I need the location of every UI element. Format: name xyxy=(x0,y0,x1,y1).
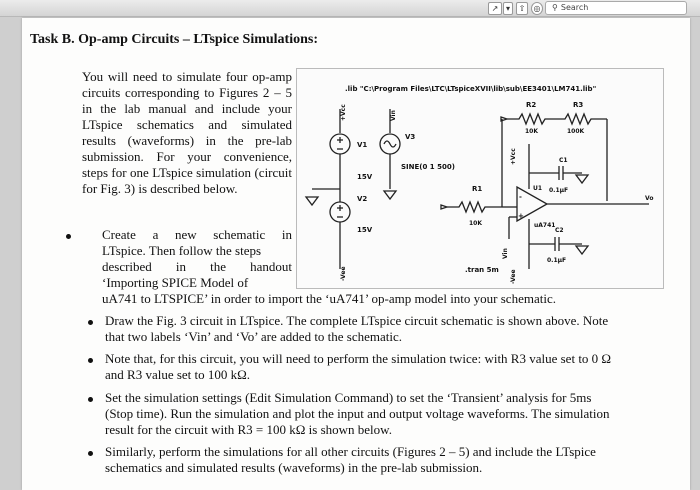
svg-text:U1: U1 xyxy=(533,185,543,192)
tran-directive: .tran 5m xyxy=(465,266,499,274)
bullet-1-line4: ‘Importing SPICE Model of xyxy=(102,275,249,290)
svg-text:10K: 10K xyxy=(469,220,482,227)
bullet-1-line5: uA741 to LTSPICE’ in order to import the ‘uA741’ op-amp model into your schematic. xyxy=(102,291,556,306)
r2-resistor xyxy=(507,114,555,124)
toolbar-button[interactable]: ↗ xyxy=(488,2,502,15)
svg-text:100K: 100K xyxy=(567,128,585,135)
svg-text:Vin: Vin xyxy=(390,110,397,121)
r3-resistor xyxy=(555,114,607,124)
search-icon: ⚲ xyxy=(552,3,558,12)
share-button[interactable]: ⇧ xyxy=(516,2,528,15)
bullet-1-line3: described in the handout xyxy=(102,259,292,274)
dropdown-button[interactable]: ▾ xyxy=(503,2,513,15)
bullet-4-line3: result for the circuit with R3 = 100 kΩ is shown below. xyxy=(105,422,392,437)
svg-text:V2: V2 xyxy=(357,195,368,203)
svg-text:0.1µF: 0.1µF xyxy=(547,257,567,264)
svg-text:15V: 15V xyxy=(357,173,373,181)
svg-text:C1: C1 xyxy=(559,157,568,164)
bullet-5-line1: Similarly, perform the simulations for all other circuits (Figures 2 – 5) and include the LTspice xyxy=(105,444,596,459)
bullet-dot xyxy=(88,451,93,456)
search-label: Search xyxy=(560,3,589,12)
svg-text:-Vee: -Vee xyxy=(510,269,517,284)
browser-toolbar xyxy=(0,0,700,17)
svg-text:R3: R3 xyxy=(573,101,584,109)
bullet-1-line2: LTspice. Then follow the steps xyxy=(102,243,262,258)
svg-text:V3: V3 xyxy=(405,133,416,141)
svg-text:-Vee: -Vee xyxy=(340,266,347,281)
svg-text:V1: V1 xyxy=(357,141,368,149)
bullet-dot xyxy=(88,397,93,402)
svg-text:Vin: Vin xyxy=(502,248,509,259)
svg-text:+Vcc: +Vcc xyxy=(340,104,347,121)
svg-text:SINE(0 1 500): SINE(0 1 500) xyxy=(401,163,455,171)
bullet-5-line2: schematics and simulated results (waveforms) in the pre-lab submission. xyxy=(105,460,483,475)
svg-text:0.1µF: 0.1µF xyxy=(549,187,569,194)
search-input[interactable] xyxy=(545,1,687,15)
svg-text:R2: R2 xyxy=(526,101,537,109)
bullet-1-line1: Create a new schematic in xyxy=(102,227,292,242)
bullet-2-line2: that two labels ‘Vin’ and ‘Vo’ are added to the schematic. xyxy=(105,329,403,344)
svg-text:uA741: uA741 xyxy=(534,222,556,229)
svg-text:10K: 10K xyxy=(525,128,538,135)
svg-text:C2: C2 xyxy=(555,227,564,234)
bullet-3-line1: Note that, for this circuit, you will need to perform the simulation twice: with R3 value set to 0 Ω xyxy=(105,351,612,366)
svg-text:15V: 15V xyxy=(357,226,373,234)
ltspice-schematic xyxy=(296,68,664,289)
bullet-4-line1: Set the simulation settings (Edit Simulation Command) to set the ‘Transient’ analysis for 5ms xyxy=(105,390,592,405)
bullet-2-line1: Draw the Fig. 3 circuit in LTspice. The complete LTspice circuit schematic is shown above. Note xyxy=(105,313,609,328)
intro-paragraph: You will need to simulate four op-amp circuits corresponding to Figures 2 – 5 in the lab manual and include your LTspice schematics and simulated results (waveforms) in the pre-lab submission. For your convenience, steps for one LTspice simulation (circuit for Fig. 3) is described below. xyxy=(82,69,292,196)
bullet-dot xyxy=(88,320,93,325)
svg-text:Vo: Vo xyxy=(645,195,654,202)
svg-text:-: - xyxy=(519,193,522,201)
svg-text:+Vcc: +Vcc xyxy=(510,148,517,165)
lib-directive: .lib "C:\Program Files\LTC\LTspiceXVII\lib\sub\EE3401\LM741.lib" xyxy=(345,85,597,93)
svg-text:R1: R1 xyxy=(472,185,483,193)
bullet-4-line2: (Stop time). Run the simulation and plot the input and output voltage waveforms. The simulation xyxy=(105,406,610,421)
page-title: Task B. Op-amp Circuits – LTspice Simulations: xyxy=(30,32,318,47)
bullet-dot xyxy=(66,234,71,239)
annotate-button[interactable]: ◎ xyxy=(531,2,543,15)
bullet-3-line2: and R3 value set to 100 kΩ. xyxy=(105,367,251,382)
r1-resistor xyxy=(447,202,502,212)
bullet-dot xyxy=(88,358,93,363)
svg-text:+: + xyxy=(518,212,524,220)
